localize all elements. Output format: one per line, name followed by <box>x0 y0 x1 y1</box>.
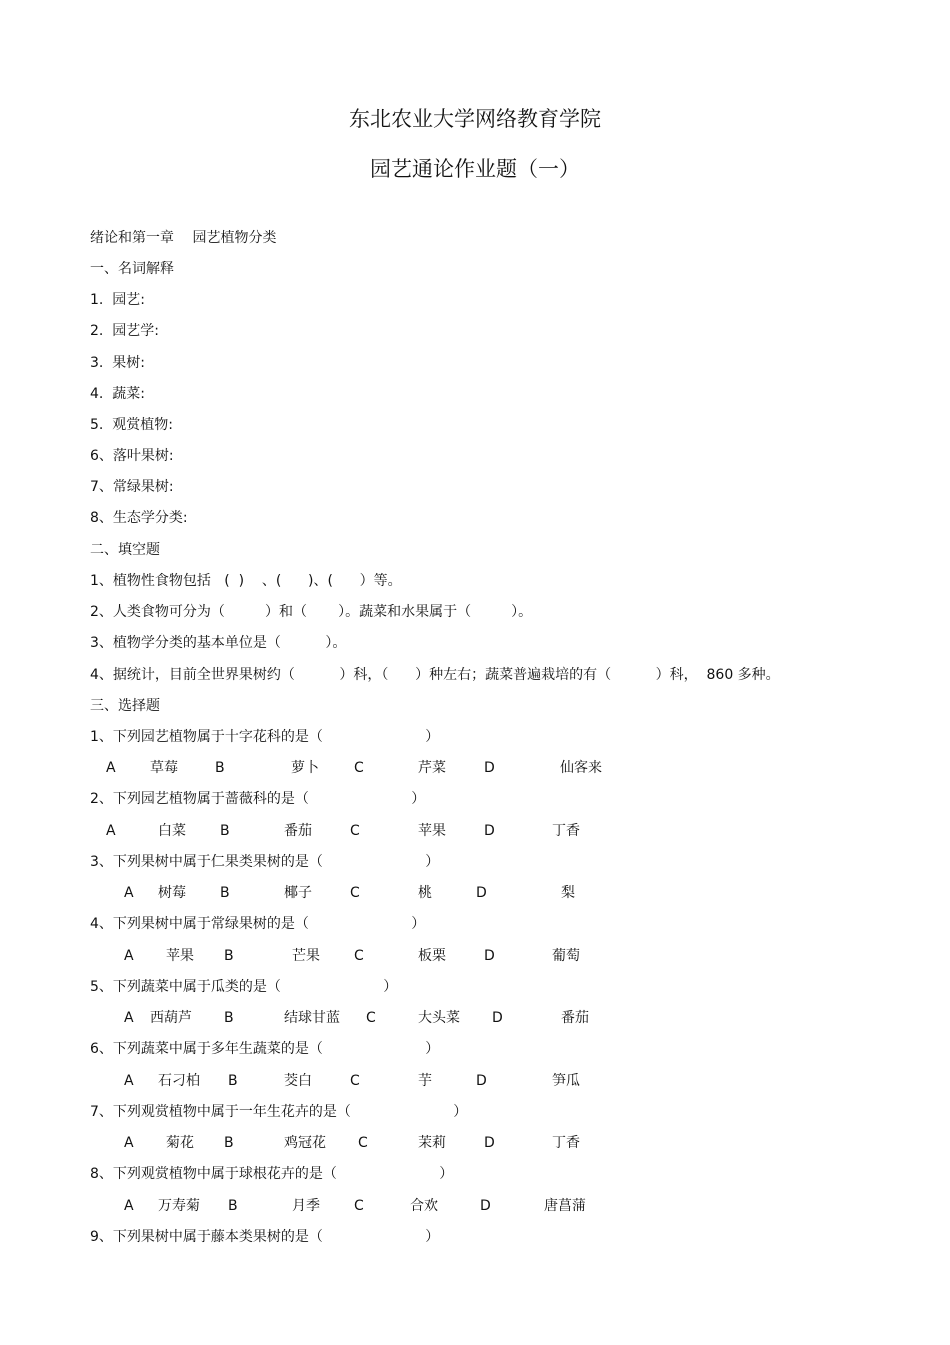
option-text: 番茄 <box>284 823 312 839</box>
question-text: 5、下列蔬菜中属于瓜类的是（ ） <box>90 979 398 995</box>
question-text: 6、下列蔬菜中属于多年生蔬菜的是（ ） <box>90 1041 440 1057</box>
option-letter: B <box>224 1135 234 1151</box>
option-letter: D <box>492 1010 503 1026</box>
option-letter: C <box>358 1135 368 1151</box>
option-text: 万寿菊 <box>158 1198 200 1214</box>
institution-title: 东北农业大学网络教育学院 <box>349 107 601 131</box>
term-item: 5. 观赏植物: <box>90 417 173 433</box>
question-text: 2、下列园艺植物属于蔷薇科的是（ ） <box>90 791 426 807</box>
question-text: 4、下列果树中属于常绿果树的是（ ） <box>90 916 426 932</box>
fill-blank-item: 2、人类食物可分为（ ）和（ ）。蔬菜和水果属于（ ）。 <box>90 604 533 620</box>
option-text: 结球甘蓝 <box>284 1010 340 1026</box>
option-text: 萝卜 <box>291 760 319 776</box>
term-item: 4. 蔬菜: <box>90 386 145 402</box>
option-letter: A <box>124 1073 134 1089</box>
option-letter: B <box>220 885 230 901</box>
option-text: 树莓 <box>158 885 186 901</box>
term-item: 3. 果树: <box>90 355 145 371</box>
option-text: 苹果 <box>418 823 446 839</box>
fill-blank-item: 3、植物学分类的基本单位是（ ）。 <box>90 635 347 651</box>
option-letter: C <box>354 1198 364 1214</box>
option-letter: B <box>228 1073 238 1089</box>
option-letter: D <box>476 1073 487 1089</box>
section-heading: 一、名词解释 <box>90 261 174 277</box>
option-letter: B <box>228 1198 238 1214</box>
option-text: 茉莉 <box>418 1135 446 1151</box>
option-text: 芋 <box>418 1073 432 1089</box>
option-text: 白菜 <box>158 823 186 839</box>
option-letter: A <box>124 885 134 901</box>
question-text: 7、下列观赏植物中属于一年生花卉的是（ ） <box>90 1104 468 1120</box>
option-text: 笋瓜 <box>552 1073 580 1089</box>
option-letter: A <box>124 948 134 964</box>
option-text: 石刁柏 <box>158 1073 200 1089</box>
option-letter: A <box>124 1010 134 1026</box>
option-letter: B <box>215 760 225 776</box>
option-text: 丁香 <box>552 1135 580 1151</box>
question-text: 3、下列果树中属于仁果类果树的是（ ） <box>90 854 440 870</box>
option-letter: A <box>106 823 116 839</box>
option-letter: B <box>220 823 230 839</box>
option-letter: C <box>350 885 360 901</box>
option-text: 唐菖蒲 <box>544 1198 586 1214</box>
option-text: 鸡冠花 <box>284 1135 326 1151</box>
option-text: 苹果 <box>166 948 194 964</box>
section-heading: 三、选择题 <box>90 698 160 714</box>
option-text: 大头菜 <box>418 1010 460 1026</box>
question-text: 8、下列观赏植物中属于球根花卉的是（ ） <box>90 1166 454 1182</box>
section-heading: 二、填空题 <box>90 542 160 558</box>
chapter-heading: 绪论和第一章 园艺植物分类 <box>90 230 277 246</box>
fill-blank-item: 1、植物性食物包括 ( ) 、( )、( ）等。 <box>90 573 402 589</box>
option-letter: C <box>366 1010 376 1026</box>
option-letter: A <box>124 1198 134 1214</box>
question-text: 9、下列果树中属于藤本类果树的是（ ） <box>90 1229 440 1245</box>
option-text: 芹菜 <box>418 760 446 776</box>
term-item: 6、落叶果树: <box>90 448 174 464</box>
option-text: 丁香 <box>552 823 580 839</box>
option-letter: D <box>476 885 487 901</box>
option-letter: A <box>106 760 116 776</box>
option-letter: D <box>484 948 495 964</box>
option-text: 草莓 <box>150 760 178 776</box>
option-letter: C <box>354 760 364 776</box>
option-text: 葡萄 <box>552 948 580 964</box>
option-letter: D <box>484 760 495 776</box>
option-text: 番茄 <box>561 1010 589 1026</box>
option-letter: B <box>224 1010 234 1026</box>
option-text: 仙客来 <box>560 760 602 776</box>
term-item: 2. 园艺学: <box>90 323 159 339</box>
term-item: 8、生态学分类: <box>90 510 188 526</box>
option-text: 板栗 <box>418 948 446 964</box>
option-letter: D <box>480 1198 491 1214</box>
option-text: 合欢 <box>410 1198 438 1214</box>
option-text: 梨 <box>561 885 575 901</box>
option-text: 西葫芦 <box>150 1010 192 1026</box>
option-letter: D <box>484 823 495 839</box>
option-letter: A <box>124 1135 134 1151</box>
option-letter: D <box>484 1135 495 1151</box>
option-text: 菊花 <box>166 1135 194 1151</box>
term-item: 1. 园艺: <box>90 292 145 308</box>
option-letter: C <box>354 948 364 964</box>
option-letter: B <box>224 948 234 964</box>
option-text: 椰子 <box>284 885 312 901</box>
option-text: 月季 <box>292 1198 320 1214</box>
option-text: 茭白 <box>284 1073 312 1089</box>
option-text: 桃 <box>418 885 432 901</box>
fill-blank-item: 4、据统计，目前全世界果树约（ ）科，（ ）种左右；蔬菜普遍栽培的有（ ）科， 860 多种。 <box>90 667 780 683</box>
question-text: 1、下列园艺植物属于十字花科的是（ ） <box>90 729 440 745</box>
option-letter: C <box>350 1073 360 1089</box>
option-letter: C <box>350 823 360 839</box>
option-text: 芒果 <box>292 948 320 964</box>
assignment-title: 园艺通论作业题（一） <box>370 157 580 181</box>
term-item: 7、常绿果树: <box>90 479 174 495</box>
